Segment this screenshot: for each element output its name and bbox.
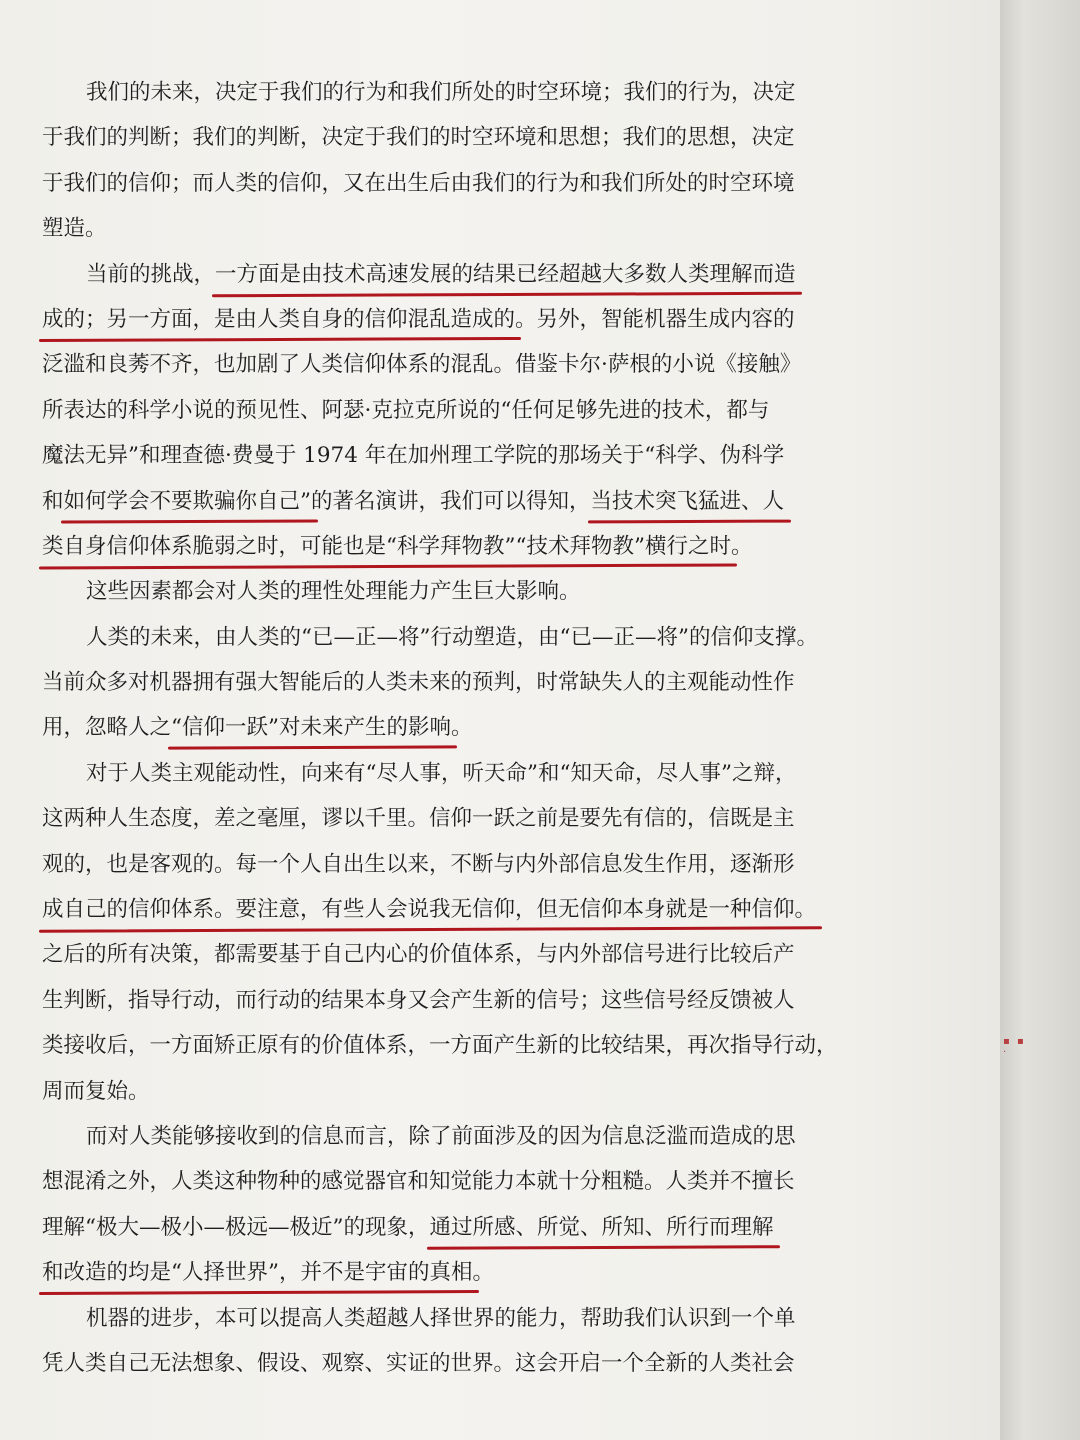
text-segment: 于我们的判断；我们的判断，决定于我们的时空环境和思想；我们的思想，决定 [42,125,795,151]
text-segment: 泛滥和良莠不齐，也加剧了人类信仰体系的混乱。借鉴卡尔·萨根的小说《接触》 [42,352,802,378]
text-segment: 。 [451,715,473,741]
text-line [42,70,942,115]
text-line [42,479,942,524]
text-segment: 我们的未来，决定于我们的行为和我们所处的时空环境；我们的行为，决定 [86,80,796,105]
text-segment: 塑造。 [42,216,107,242]
text-segment: 想混淆之外，人类这种物种的感觉器官和知觉能力本就十分粗糙。人类并不擅长 [42,1169,795,1195]
text-line [42,1205,942,1250]
text-segment: 之后的所有决策，都需要基于自己内心的价值体系，与内外部信号进行比较后产 [42,942,795,968]
text-line [42,252,942,297]
text-segment: 而对人类能够接收到的信息而言，除了前面涉及的因为信息泛滥而造成的思 [86,1123,796,1149]
text-line [42,1069,942,1114]
underlined-text: 成的；另一方面，是由人类自身的信仰混乱造成的 [42,306,516,332]
text-line [42,1296,942,1341]
text-segment: 机器的进步，本可以提高人类超越人择世界的能力，帮助我们认识到一个单 [86,1305,796,1331]
text-segment: 和 [42,488,64,514]
text-segment: 观的，也是客观的。每一个人自出生以来，不断与内外部信息发生作用，逐渐形 [42,851,795,877]
text-segment: 。 [730,533,753,559]
text-line [42,1341,942,1386]
text-line [42,342,942,387]
text-segment: 当前众多对机器拥有强大智能后的人类未来的预判，时常缺失人的主观能动性作 [42,670,795,696]
text-segment: 于我们的信仰；而人类的信仰，又在出生后由我们的行为和我们所处的时空环境 [42,170,795,196]
text-segment: 理解“极大—极小—极远—极近”的现象， [42,1214,430,1240]
text-line [42,978,942,1023]
text-segment: 用，忽略人之 [42,715,172,741]
text-segment: 凭人类自己无法想象、假设、观察、实证的世界。这会开启一个全新的人类社会 [42,1350,795,1376]
text-line [42,1114,942,1159]
underlined-text: 当技术突飞猛进、人 [590,488,785,514]
text-segment: 这些因素都会对人类的理性处理能力产生巨大影响。 [86,579,581,605]
text-line [42,615,942,660]
text-line [42,660,942,705]
text-line [42,705,942,750]
text-segment: 人类的未来，由人类的“已—正—将”行动塑造，由“已—正—将”的信仰支撑。 [86,624,818,650]
underlined-text: 通过所感、所觉、所知、所行而理解 [429,1214,774,1240]
text-segment: 当前的挑战， [86,261,216,287]
text-segment: 对于人类主观能动性，向来有“尽人事，听天命”和“知天命，尽人事”之辩， [86,760,797,786]
text-line [42,161,942,206]
underlined-text: 类自身信仰体系脆弱之时，可能也是“科学拜物教”“技术拜物教”横行之时 [42,533,731,559]
text-line [42,887,942,932]
text-segment: 。 [472,1260,495,1286]
text-line [42,297,942,342]
text-line [42,796,942,841]
text-line [42,842,942,887]
text-segment: 的著名演讲，我们可以得知， [311,488,591,514]
underlined-text: 如何学会不要欺骗你自己” [63,488,312,514]
text-line [42,569,942,614]
text-line [42,524,942,569]
text-segment: 生判断，指导行动，而行动的结果本身又会产生新的信号；这些信号经反馈被人 [42,987,795,1013]
text-line [42,388,942,433]
underlined-text: “信仰一跃”对未来产生的影响 [171,715,451,741]
text-line [42,206,942,251]
text-line [42,1159,942,1204]
text-line [42,1250,942,1295]
text-segment: 所表达的科学小说的预见性、阿瑟·克拉克所说的“任何足够先进的技术，都与 [42,397,770,423]
page-text [42,70,942,1386]
text-segment: 周而复始。 [42,1078,150,1104]
text-segment: 魔法无异”和理查德·费曼于 1974 年在加州理工学院的那场关于“科学、伪科学 [42,443,785,469]
text-line [42,433,942,478]
text-segment: 这两种人生态度，差之毫厘，谬以千里。信仰一跃之前是要先有信的，信既是主 [42,806,795,832]
text-line [42,1023,942,1068]
underlined-text: 和改造的均是“人择世界”，并不是宇宙的真相 [42,1260,473,1286]
next-page-edge [1000,0,1080,1440]
text-segment: 类接收后，一方面矫正原有的价值体系，一方面产生新的比较结果，再次指导行动， [42,1033,838,1059]
text-segment: 。另外，智能机器生成内容的 [515,306,795,332]
text-line [42,932,942,977]
underlined-text: 一方面是由技术高速发展的结果已经超越大多数人类理解而造 [215,261,796,287]
red-ink-mark: ▪ ▪ · [1003,1036,1026,1058]
underlined-text: 成自己的信仰体系。要注意，有些人会说我无信仰，但无信仰本身就是一种信仰。 [42,897,817,923]
text-line [42,115,942,160]
text-line [42,751,942,796]
